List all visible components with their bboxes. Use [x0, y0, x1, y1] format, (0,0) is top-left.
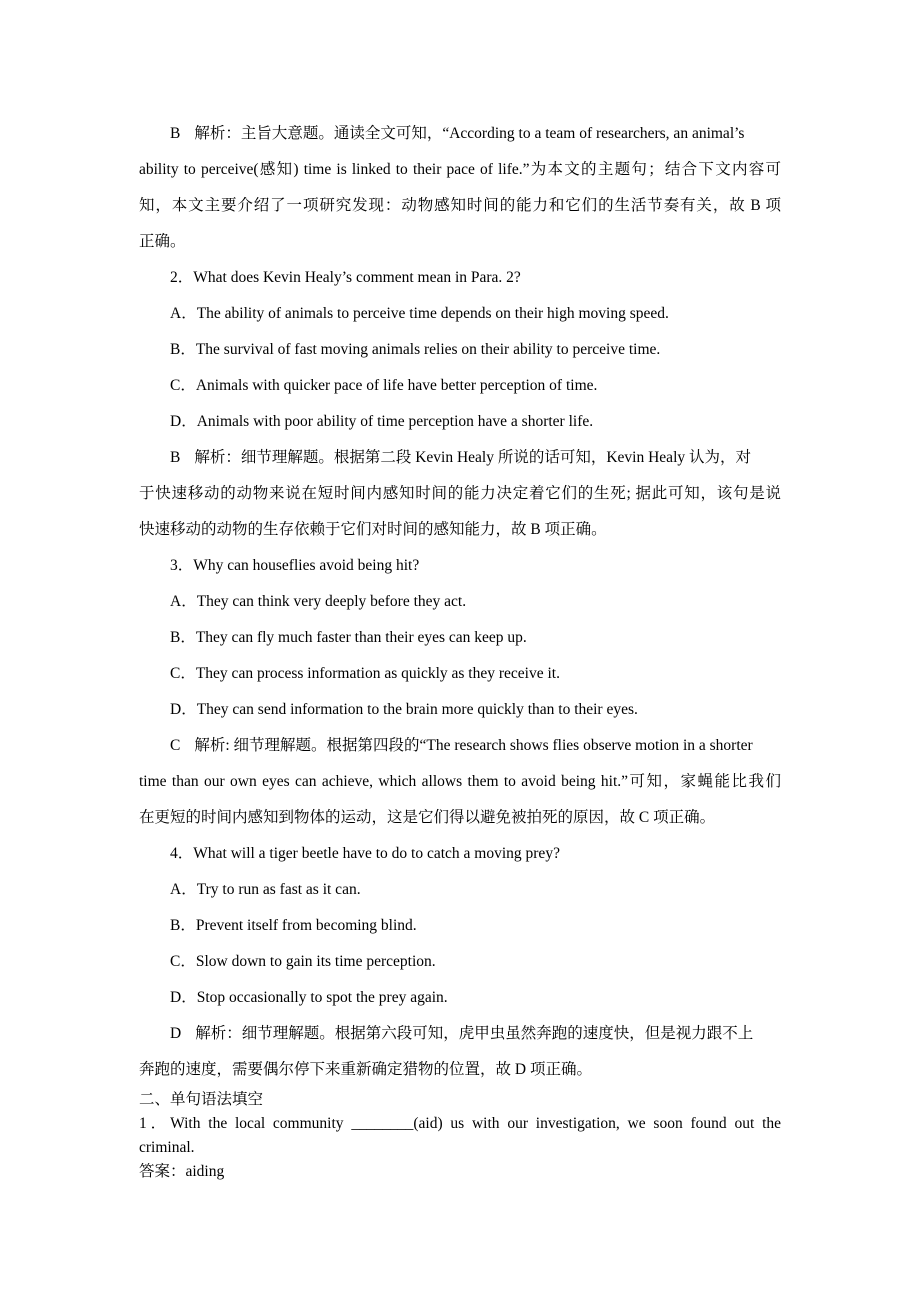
- section-2-heading: 二、单句语法填空: [139, 1091, 264, 1108]
- section-2-item-1-line-1: 1．With the local community ________(aid) us with our investigation, we soon found out the: [139, 1115, 782, 1132]
- q1-answer-letter: B: [170, 125, 181, 142]
- q2-answer-letter: B: [170, 449, 181, 466]
- q4-option-c: C．Slow down to gain its time perception.: [170, 953, 436, 970]
- q3-option-c: C．They can process information as quickly as they receive it.: [170, 665, 560, 682]
- q4-analysis-line-1: D 解析：细节理解题。根据第六段可知，虎甲虫虽然奔跑的速度快，但是视力跟不上: [170, 1025, 754, 1042]
- q2-option-a: A．The ability of animals to perceive time depends on their high moving speed.: [170, 305, 669, 322]
- q1-analysis-line-2: ability to perceive(感知) time is linked to their pace of life.”为本文的主题句；结合下文内容可: [139, 161, 781, 178]
- q1-analysis-line-1: B 解析：主旨大意题。通读全文可知，“According to a team of researchers, an animal’s: [170, 125, 745, 142]
- q2-question: 2．What does Kevin Healy’s comment mean in Para. 2?: [170, 269, 521, 286]
- q4-option-a: A．Try to run as fast as it can.: [170, 881, 361, 898]
- q4-analysis-line-2: 奔跑的速度，需要偶尔停下来重新确定猎物的位置，故 D 项正确。: [139, 1061, 592, 1078]
- q1-analysis-line-3: 知，本文主要介绍了一项研究发现：动物感知时间的能力和它们的生活节奏有关，故 B 项: [139, 197, 781, 214]
- q3-option-a: A．They can think very deeply before they act.: [170, 593, 467, 610]
- fill-in-blank: ________: [351, 1115, 414, 1132]
- q3-analysis-line-3: 在更短的时间内感知到物体的运动，这是它们得以避免被拍死的原因，故 C 项正确。: [139, 809, 716, 826]
- q4-option-b: B．Prevent itself from becoming blind.: [170, 917, 417, 934]
- q2-analysis-line-2: 于快速移动的动物来说在短时间内感知时间的能力决定着它们的生死; 据此可知，该句是说: [139, 485, 781, 502]
- q2-option-d: D．Animals with poor ability of time perception have a shorter life.: [170, 413, 594, 430]
- document-page: [139, 116, 781, 1184]
- q2-option-b: B．The survival of fast moving animals relies on their ability to perceive time.: [170, 341, 661, 358]
- section-2-item-1-line-2: criminal.: [139, 1139, 195, 1156]
- q3-question: 3．Why can houseflies avoid being hit?: [170, 557, 420, 574]
- q2-analysis-line-1: B 解析：细节理解题。根据第二段 Kevin Healy 所说的话可知，Kevin Healy 认为，对: [170, 449, 751, 466]
- q4-answer-letter: D: [170, 1025, 182, 1042]
- q3-option-d: D．They can send information to the brain more quickly than to their eyes.: [170, 701, 638, 718]
- q2-analysis-line-3: 快速移动的动物的生存依赖于它们对时间的感知能力，故 B 项正确。: [139, 521, 607, 538]
- q3-option-b: B．They can fly much faster than their eyes can keep up.: [170, 629, 527, 646]
- q3-answer-letter: C: [170, 737, 181, 754]
- q4-option-d: D．Stop occasionally to spot the prey again.: [170, 989, 448, 1006]
- q3-analysis-line-2: time than our own eyes can achieve, which allows them to avoid being hit.”可知，家蝇能比我们: [139, 773, 781, 790]
- q1-analysis-line-4: 正确。: [139, 233, 186, 250]
- section-2-item-1-answer: 答案：aiding: [139, 1163, 225, 1180]
- q2-option-c: C．Animals with quicker pace of life have better perception of time.: [170, 377, 598, 394]
- q4-question: 4．What will a tiger beetle have to do to catch a moving prey?: [170, 845, 560, 862]
- q3-analysis-line-1: C 解析: 细节理解题。根据第四段的“The research shows flies observe motion in a shorter: [170, 737, 753, 754]
